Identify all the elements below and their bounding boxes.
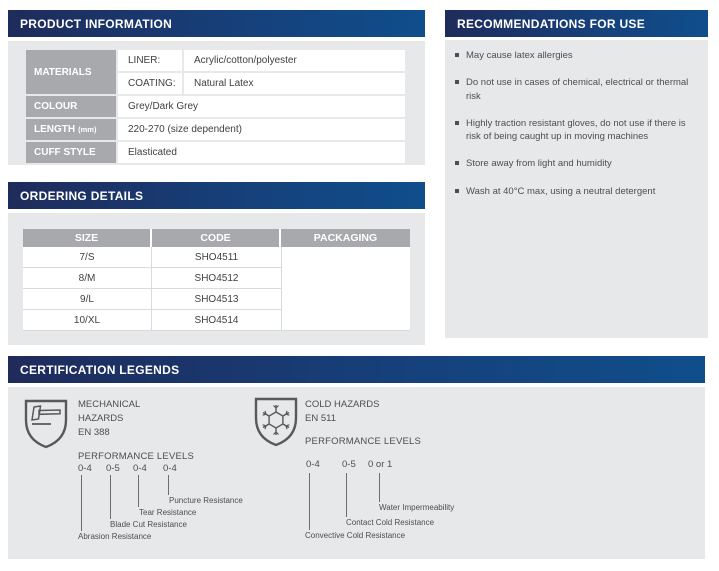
bullet-icon bbox=[455, 53, 459, 57]
cuff-style-label: CUFF STYLE bbox=[26, 142, 116, 163]
packaging-empty-cell bbox=[281, 247, 410, 331]
list-item: Wash at 40°C max, using a neutral detergent bbox=[455, 185, 694, 198]
liner-label: LINER: bbox=[118, 50, 182, 71]
cold-range-contact: 0-5 bbox=[342, 459, 356, 470]
cold-label-convective: Convective Cold Resistance bbox=[305, 531, 406, 540]
recommendations-panel bbox=[445, 40, 708, 338]
colour-value: Grey/Dark Grey bbox=[118, 96, 405, 117]
mechanical-standard: EN 388 bbox=[78, 427, 110, 438]
cold-range-convective: 0-4 bbox=[306, 459, 320, 470]
mechanical-label-abrasion: Abrasion Resistance bbox=[78, 532, 152, 541]
bullet-icon bbox=[455, 80, 459, 84]
code-cell: SHO4513 bbox=[152, 289, 281, 310]
legend-connector-line bbox=[138, 475, 139, 507]
ordering-table-body bbox=[23, 247, 410, 331]
coating-label: COATING: bbox=[118, 73, 182, 94]
cold-label-contact: Contact Cold Resistance bbox=[346, 518, 435, 527]
ordering-details-panel bbox=[8, 213, 425, 345]
bullet-icon bbox=[455, 121, 459, 125]
legend-connector-line bbox=[168, 475, 169, 495]
colour-label: COLOUR bbox=[26, 96, 116, 117]
cold-label-water: Water Impermeability bbox=[379, 503, 455, 512]
hammer-icon bbox=[24, 399, 68, 449]
ordering-table bbox=[23, 229, 410, 331]
product-information-table bbox=[26, 50, 403, 163]
cold-hazards-name: COLD HAZARDS EN 511 bbox=[305, 399, 380, 424]
list-item: Do not use in cases of chemical, electrical or thermal risk bbox=[455, 76, 694, 103]
list-item: Highly traction resistant gloves, do not use if there is risk of being caught up in moving machines bbox=[455, 117, 694, 144]
size-cell: 8/M bbox=[23, 268, 152, 289]
cuff-style-value: Elasticated bbox=[118, 142, 405, 163]
liner-value: Acrylic/cotton/polyester bbox=[184, 50, 405, 71]
code-cell: SHO4511 bbox=[152, 247, 281, 268]
snowflake-icon bbox=[254, 397, 298, 447]
size-cell: 7/S bbox=[23, 247, 152, 268]
certification-legends-panel bbox=[8, 387, 705, 559]
legend-connector-line bbox=[379, 473, 380, 502]
list-item: Store away from light and humidity bbox=[455, 157, 694, 170]
column-size: SIZE bbox=[23, 229, 152, 247]
certification-legends-header bbox=[8, 356, 705, 383]
column-packaging: PACKAGING bbox=[281, 229, 410, 247]
mechanical-label-puncture: Puncture Resistance bbox=[169, 496, 243, 505]
mechanical-performance-levels-title: PERFORMANCE LEVELS bbox=[78, 451, 195, 462]
product-information-panel bbox=[8, 41, 425, 165]
ordering-table-header bbox=[23, 229, 410, 247]
product-information-header bbox=[8, 10, 425, 37]
legend-connector-line bbox=[346, 473, 347, 517]
coating-value: Natural Latex bbox=[184, 73, 405, 94]
materials-label: MATERIALS bbox=[26, 50, 116, 94]
cold-standard: EN 511 bbox=[305, 413, 336, 424]
certification-legends-title: CERTIFICATION LEGENDS bbox=[20, 362, 180, 377]
legend-connector-line bbox=[110, 475, 111, 519]
cold-hazards-shield-icon bbox=[254, 397, 298, 447]
ordering-details-title: ORDERING DETAILS bbox=[20, 188, 144, 203]
mechanical-range-tear: 0-4 bbox=[133, 463, 147, 474]
legend-connector-line bbox=[81, 475, 82, 531]
mechanical-label-blade-cut: Blade Cut Resistance bbox=[110, 520, 187, 529]
mechanical-label-tear: Tear Resistance bbox=[139, 508, 197, 517]
mechanical-range-puncture: 0-4 bbox=[163, 463, 177, 474]
length-value: 220-270 (size dependent) bbox=[118, 119, 405, 140]
mechanical-range-abrasion: 0-4 bbox=[78, 463, 92, 474]
length-label: LENGTH (mm) bbox=[26, 119, 116, 140]
length-unit: (mm) bbox=[78, 125, 97, 134]
cold-range-water: 0 or 1 bbox=[368, 459, 393, 470]
size-cell: 10/XL bbox=[23, 310, 152, 331]
list-item: May cause latex allergies bbox=[455, 49, 694, 62]
recommendations-title: RECOMMENDATIONS FOR USE bbox=[457, 16, 646, 31]
mechanical-hazards-shield-icon bbox=[24, 399, 68, 449]
product-information-title: PRODUCT INFORMATION bbox=[20, 16, 173, 31]
mechanical-hazards-name: MECHANICAL HAZARDS EN 388 bbox=[78, 399, 141, 438]
size-cell: 9/L bbox=[23, 289, 152, 310]
bullet-icon bbox=[455, 189, 459, 193]
bullet-icon bbox=[455, 161, 459, 165]
code-cell: SHO4514 bbox=[152, 310, 281, 331]
ordering-details-header bbox=[8, 182, 425, 209]
column-code: CODE bbox=[152, 229, 281, 247]
code-cell: SHO4512 bbox=[152, 268, 281, 289]
cold-performance-levels-title: PERFORMANCE LEVELS bbox=[305, 436, 422, 447]
legend-connector-line bbox=[309, 473, 310, 530]
mechanical-range-blade-cut: 0-5 bbox=[106, 463, 120, 474]
recommendations-header bbox=[445, 10, 708, 37]
